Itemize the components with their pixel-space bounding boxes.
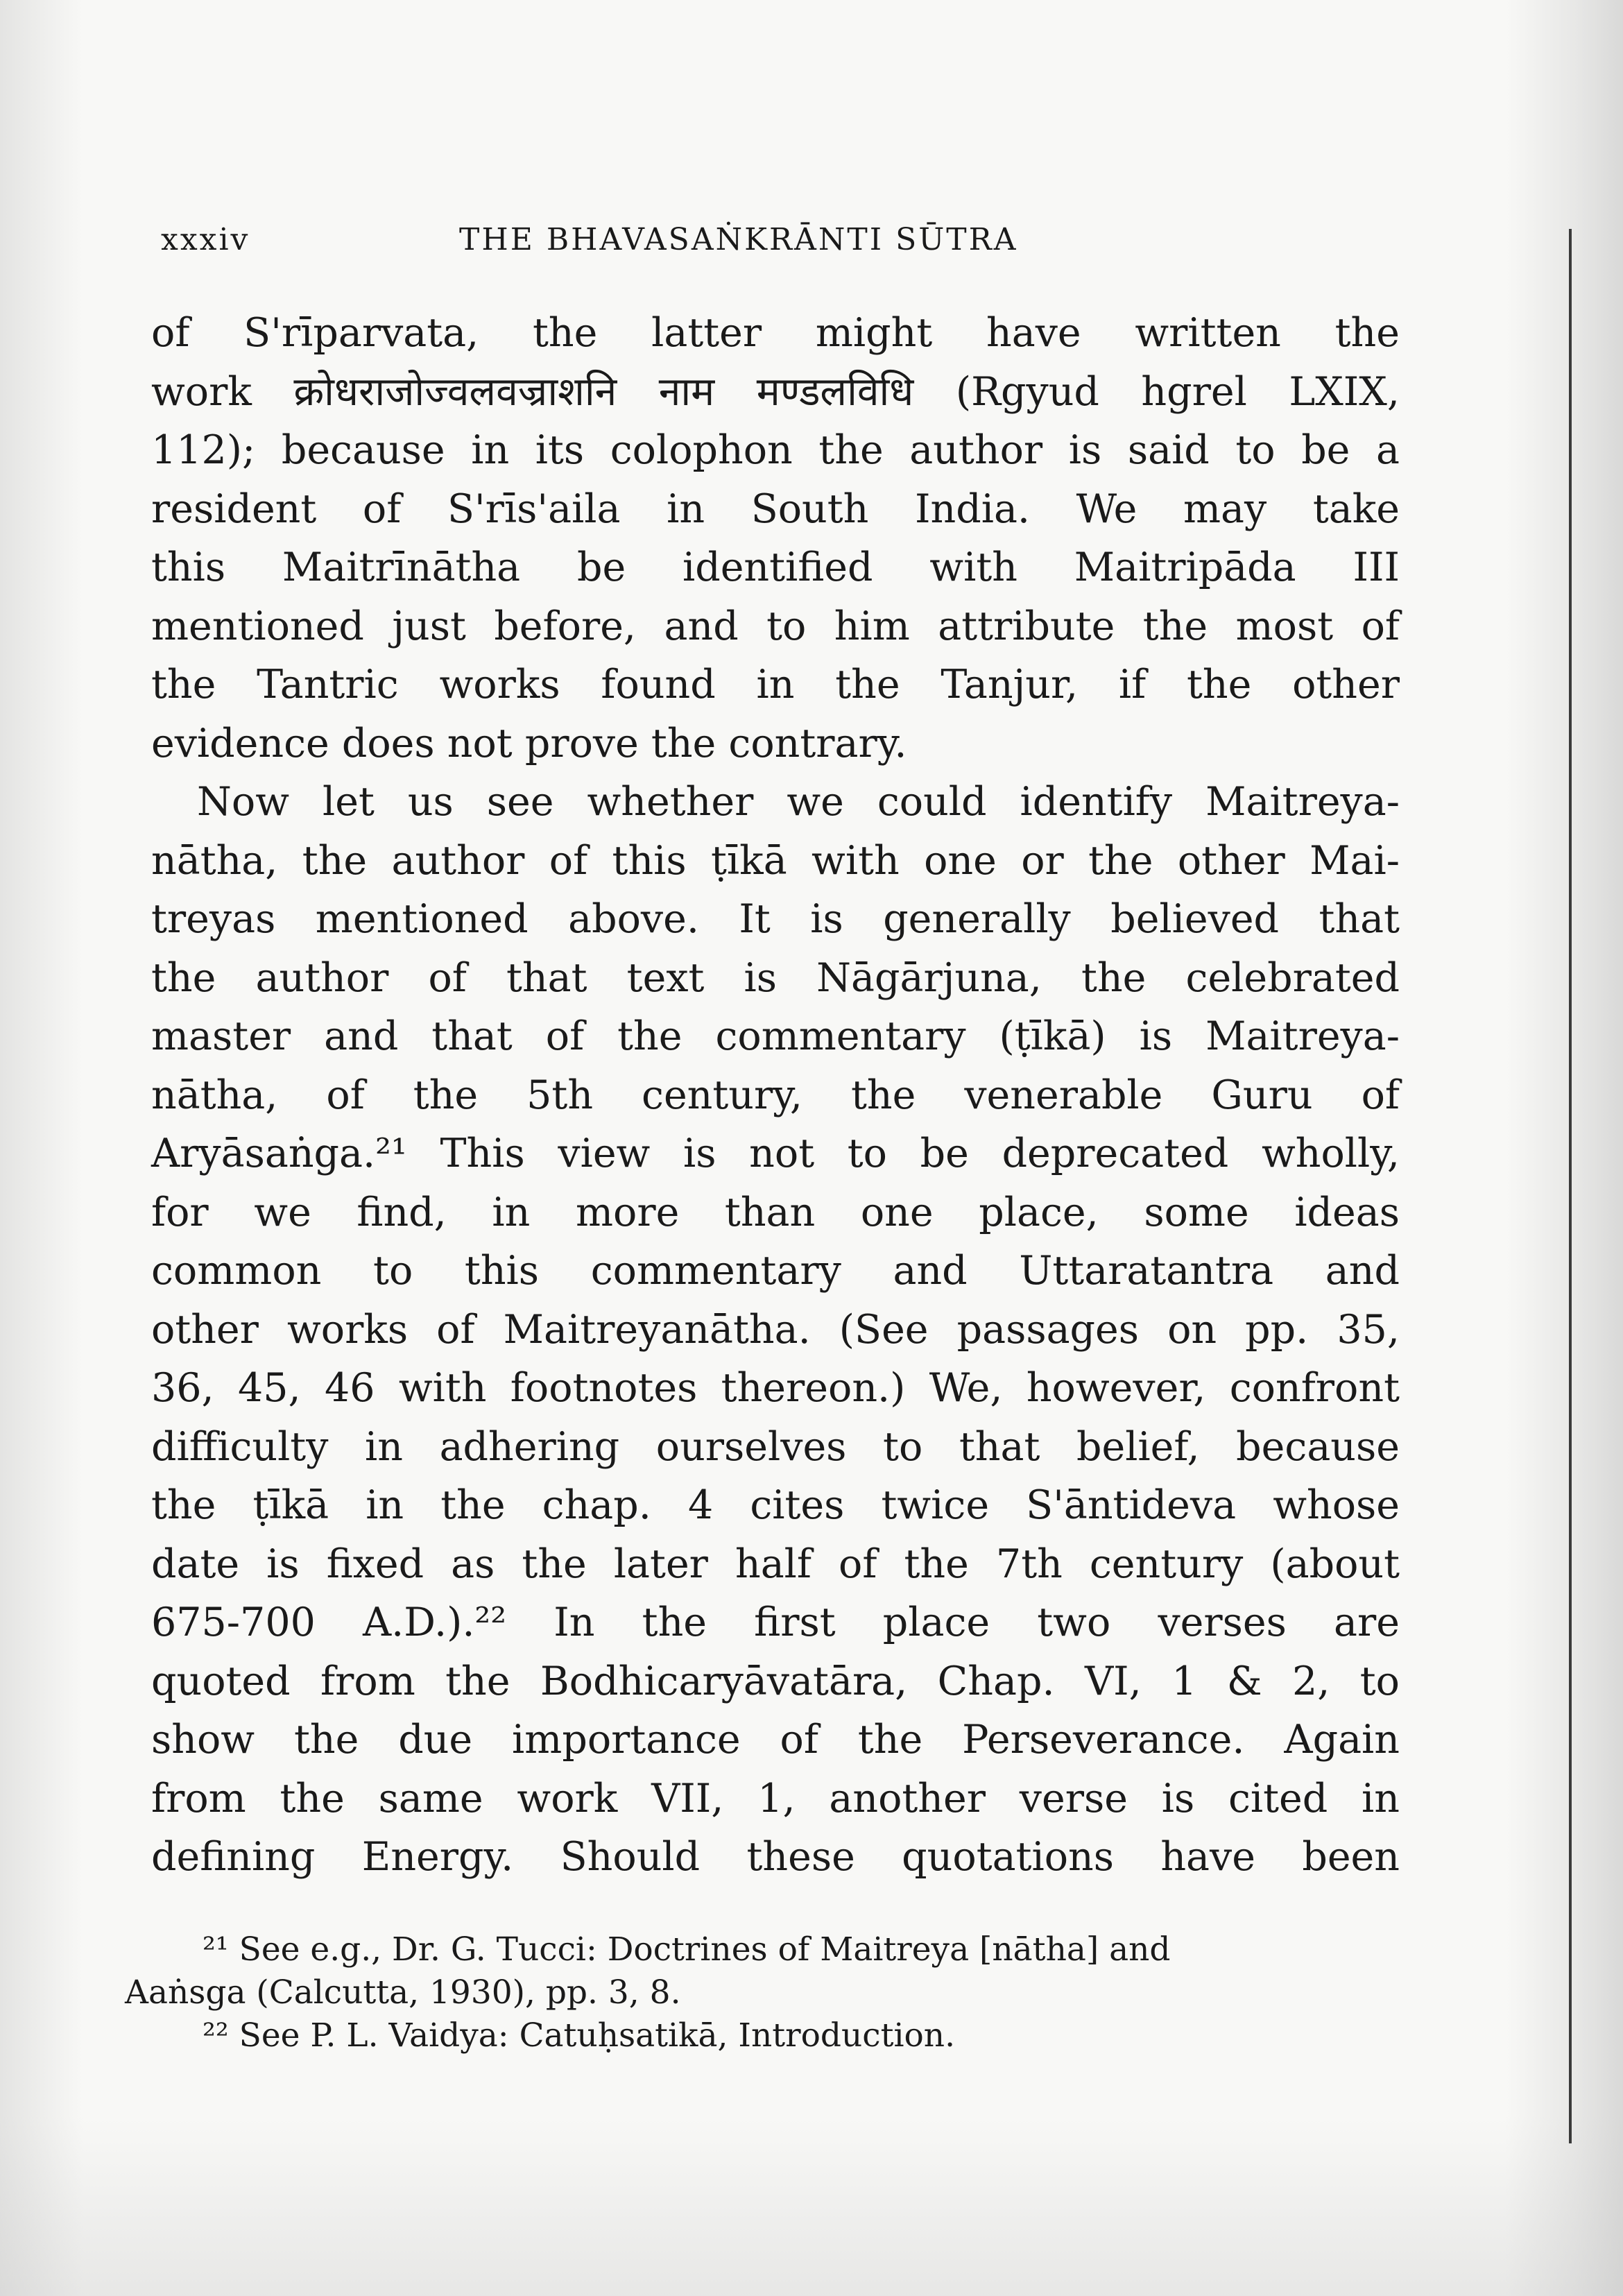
text-line: common to this commentary and Uttaratantra and (151, 1248, 1400, 1294)
text-line: mentioned just before, and to him attribute the most of (151, 603, 1400, 649)
text-line: quoted from the Bodhicaryāvatāra, Chap. VI, 1 & 2, to (151, 1658, 1400, 1704)
text-line: master and that of the commentary (ṭīkā) is Maitreya- (151, 1013, 1400, 1059)
text-line: date is fixed as the later half of the 7th century (about (151, 1541, 1400, 1587)
text-line: resident of S'rīs'aila in South India. We may take (151, 486, 1400, 532)
text-line: from the same work VII, 1, another verse is cited in (151, 1775, 1400, 1822)
text-line: nātha, the author of this ṭīkā with one or the other Mai- (151, 837, 1400, 884)
text-line: 675-700 A.D.).²² In the first place two verses are (151, 1600, 1400, 1645)
scan-right-shading (1505, 0, 1623, 2296)
text-line: 36, 45, 46 with footnotes thereon.) We, however, confront (151, 1365, 1400, 1411)
page-edge-line (1569, 229, 1572, 2143)
text-line: the ṭīkā in the chap. 4 cites twice S'āntideva whose (151, 1482, 1400, 1528)
text-line: evidence does not prove the contrary. (151, 720, 907, 766)
text-line: for we find, in more than one place, some ideas (151, 1189, 1400, 1235)
footnotes (125, 1928, 1373, 2057)
text-line: nātha, of the 5th century, the venerable Guru of (151, 1072, 1400, 1118)
body-text (151, 304, 1400, 1887)
footnote-22: ²² See P. L. Vaidya: Catuḥsatikā, Introduction. (203, 2016, 956, 2055)
scan-bottom-shading (0, 2116, 1623, 2296)
text-line: other works of Maitreyanātha. (See passages on pp. 35, (151, 1306, 1400, 1353)
text-line: show the due importance of the Perseverance. Again (151, 1717, 1400, 1763)
text-line: this Maitrīnātha be identified with Maitripāda III (151, 545, 1400, 590)
footnote-21-continued: Aaṅsga (Calcutta, 1930), pp. 3, 8. (125, 1973, 681, 2012)
text-line: of S'rīparvata, the latter might have written the (151, 310, 1400, 356)
text-line: treyas mentioned above. It is generally believed that (151, 896, 1400, 942)
text-line: difficulty in adhering ourselves to that belief, because (151, 1423, 1400, 1470)
text-line: defining Energy. Should these quotations have been (151, 1834, 1400, 1880)
running-header (161, 222, 1132, 264)
text-line: Now let us see whether we could identify Maitreya- (197, 779, 1400, 825)
page-number: xxxiv (161, 222, 250, 257)
text-line: work क्रोधराजोज्वलवज्राशनि नाम मण्डलविधि (Rgyud hgrel LXIX, (151, 368, 1400, 415)
text-line: the author of that text is Nāgārjuna, the celebrated (151, 954, 1400, 1001)
text-line: the Tantric works found in the Tanjur, if the other (151, 662, 1400, 708)
footnote-21: ²¹ See e.g., Dr. G. Tucci: Doctrines of Maitreya [nātha] and (203, 1930, 1171, 1969)
text-line: Aryāsaṅga.²¹ This view is not to be deprecated wholly, (151, 1131, 1400, 1176)
text-line: 112); because in its colophon the author is said to be a (151, 427, 1400, 473)
running-title: THE BHAVASAṄKRĀNTI SŪTRA (459, 222, 1018, 257)
scan-left-shading (0, 0, 83, 2296)
